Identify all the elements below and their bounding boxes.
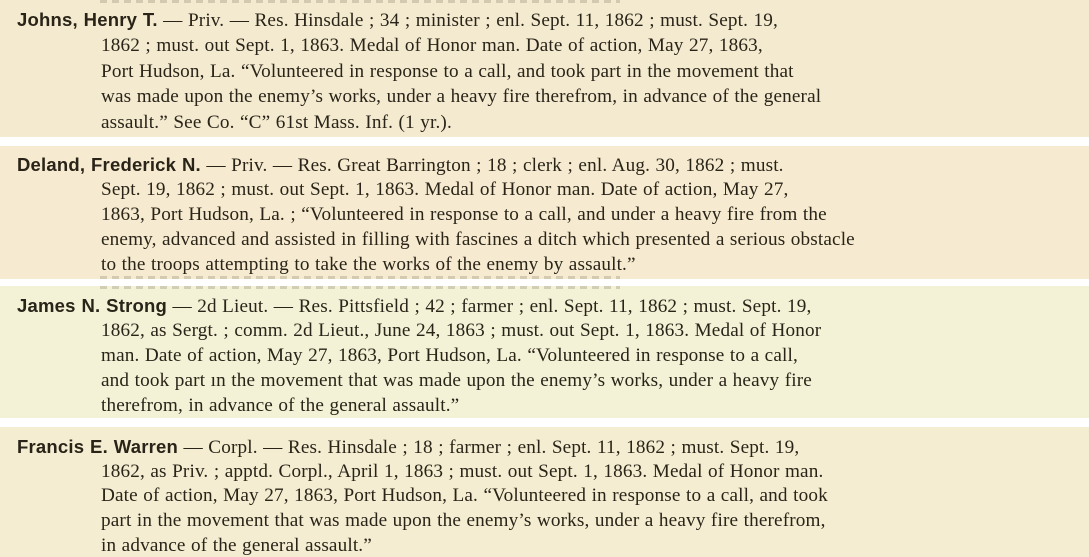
- entry-line: 1862, as Sergt. ; comm. 2d Lieut., June 24, 1863 ; must. out Sept. 1, 1863. Medal of Honor: [101, 320, 822, 341]
- entry-first-line: [17, 293, 811, 319]
- bleed-through-text: [100, 0, 620, 3]
- entry-first-line: [17, 152, 784, 178]
- roster-entry-deland: [0, 146, 1089, 279]
- entry-line: and took part ın the movement that was made upon the enemy’s works, under a heavy fire: [101, 370, 812, 391]
- entry-line: 1863, Port Hudson, La. ; “Volunteered in response to a call, and under a heavy fire from the: [101, 204, 827, 225]
- entry-line: Port Hudson, La. “Volunteered in response to a call, and took part in the movement that: [101, 61, 794, 82]
- roster-entry-johns: [0, 0, 1089, 137]
- entry-line: assault.” See Co. “C” 61st Mass. Inf. (1 yr.).: [101, 112, 452, 133]
- entry-line: in advance of the general assault.”: [101, 535, 372, 556]
- soldier-name: Deland, Frederick N.: [17, 154, 201, 175]
- soldier-name: Johns, Henry T.: [17, 9, 158, 30]
- entry-line: Sept. 19, 1862 ; must. out Sept. 1, 1863. Medal of Honor man. Date of action, May 27,: [101, 179, 789, 200]
- entry-first-line: [17, 7, 778, 33]
- entry-text: — Priv. — Res. Hinsdale ; 34 ; minister ; enl. Sept. 11, 1862 ; must. Sept. 19,: [157, 10, 778, 31]
- entry-line: man. Date of action, May 27, 1863, Port Hudson, La. “Volunteered in response to a call,: [101, 345, 798, 366]
- entry-line: part in the movement that was made upon the enemy’s works, under a heavy fire therefrom,: [101, 510, 826, 531]
- entry-line: to the troops attempting to take the works of the enemy by assault.”: [101, 254, 636, 275]
- bleed-through-text: [100, 276, 620, 279]
- roster-entry-strong: [0, 286, 1089, 418]
- entry-first-line: [17, 434, 799, 460]
- entry-line: 1862 ; must. out Sept. 1, 1863. Medal of Honor man. Date of action, May 27, 1863,: [101, 35, 763, 56]
- entry-line: enemy, advanced and assisted in filling with fascines a ditch which presented a serious obstacle: [101, 229, 855, 250]
- entry-line: therefrom, in advance of the general assault.”: [101, 395, 460, 416]
- entry-line: Date of action, May 27, 1863, Port Hudson, La. “Volunteered in response to a call, and took: [101, 485, 828, 506]
- soldier-name: James N. Strong: [17, 295, 167, 316]
- soldier-name: Francis E. Warren: [17, 436, 179, 457]
- roster-entry-warren: [0, 427, 1089, 557]
- entry-text: — Priv. — Res. Great Barrington ; 18 ; clerk ; enl. Aug. 30, 1862 ; must.: [200, 155, 784, 176]
- entry-text: — 2d Lieut. — Res. Pittsfield ; 42 ; farmer ; enl. Sept. 11, 1862 ; must. Sept. 19,: [167, 296, 812, 317]
- entry-line: 1862, as Priv. ; apptd. Corpl., April 1, 1863 ; must. out Sept. 1, 1863. Medal of Honor man.: [101, 461, 824, 482]
- bleed-through-text: [100, 286, 620, 289]
- entry-line: was made upon the enemy’s works, under a heavy fire therefrom, in advance of the general: [101, 86, 822, 107]
- entry-text: — Corpl. — Res. Hinsdale ; 18 ; farmer ; enl. Sept. 11, 1862 ; must. Sept. 19,: [178, 437, 800, 458]
